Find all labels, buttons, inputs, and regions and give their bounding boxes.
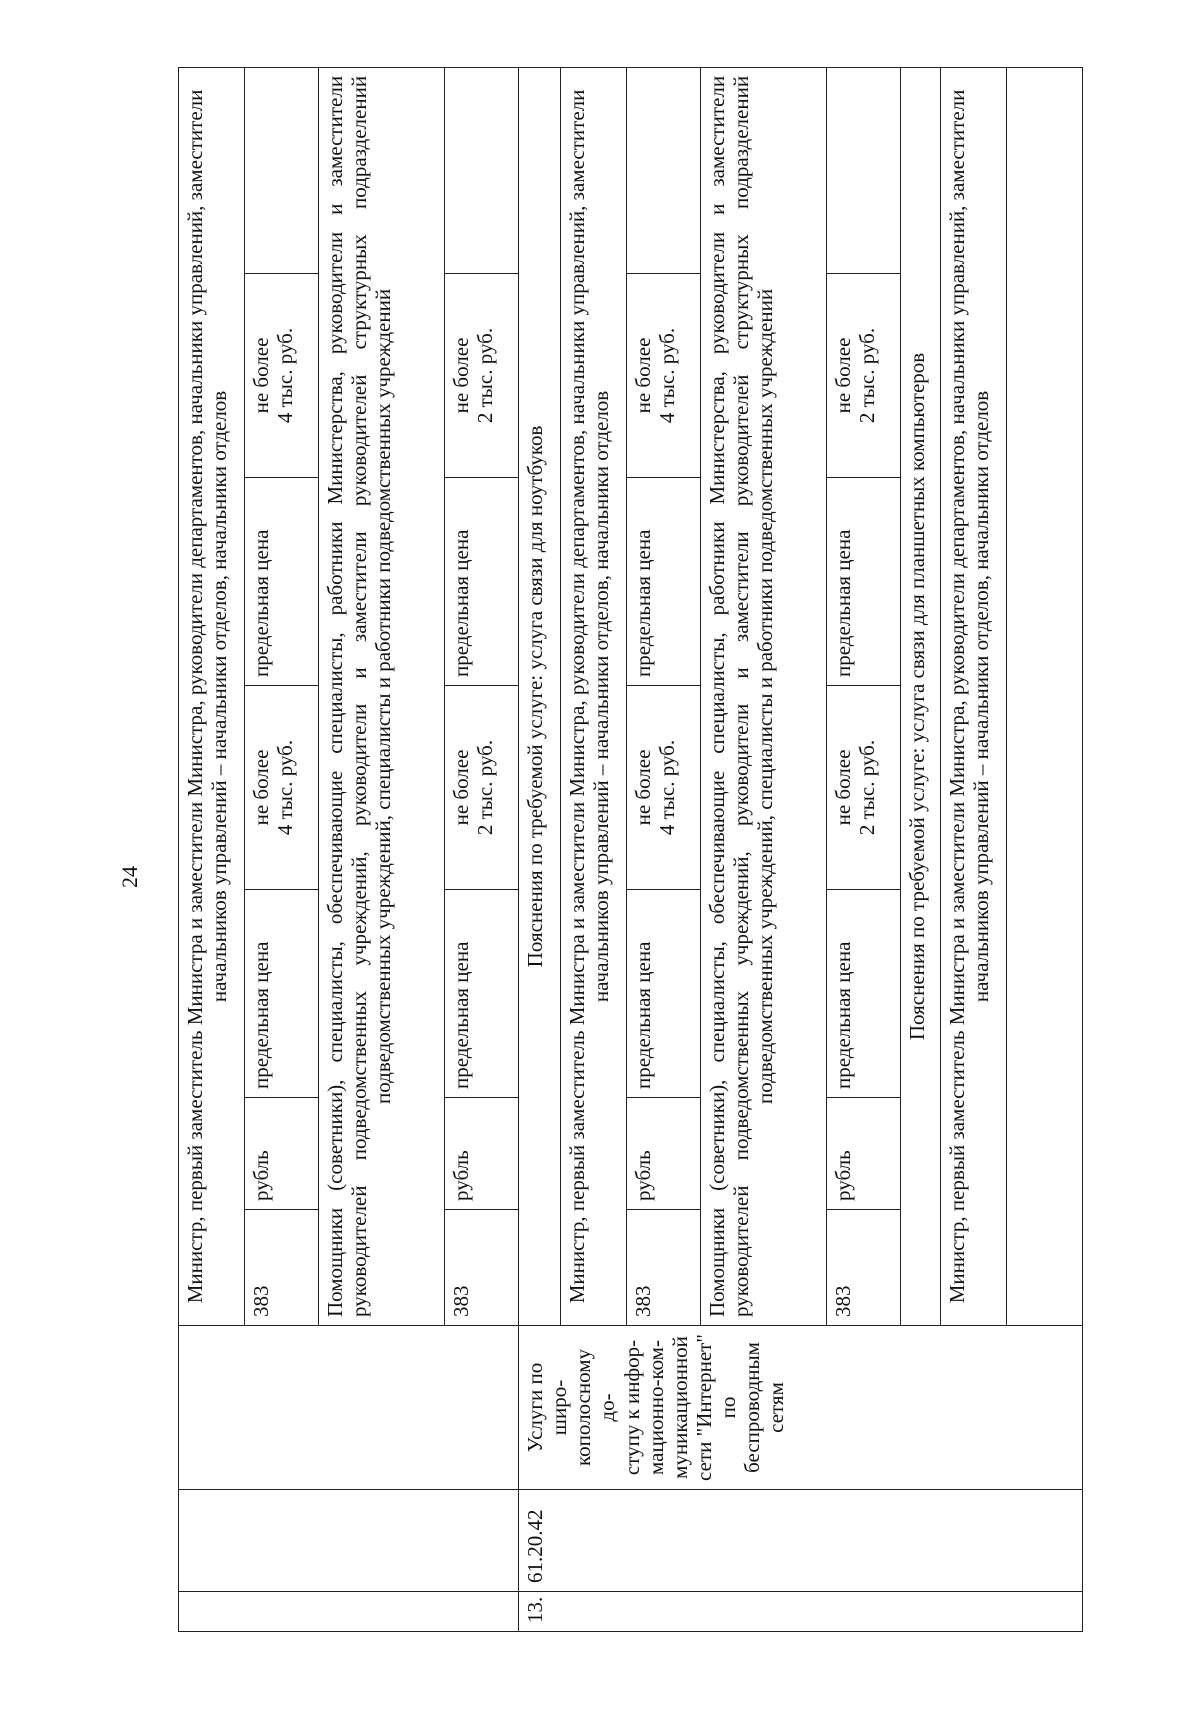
cell-value: не более 4 тыс. руб. — [245, 274, 319, 478]
cell-empty — [179, 1490, 519, 1592]
cell-code: 383 — [245, 1210, 319, 1326]
cell-code: 383 — [827, 1210, 901, 1326]
group-heading: Министр, первый заместитель Министра и заместители Министра, руководители департаментов, начальники управлений, заместители начальников управлений – начальники отделов, начальники отделов — [179, 67, 245, 1325]
table-row — [519, 67, 561, 1631]
cell-value: не более 2 тыс. руб. — [445, 686, 519, 890]
row-number: 13. — [519, 1592, 1083, 1632]
group-heading: Министр, первый заместитель Министра и заместители Министра, руководители департаментов, начальники управлений, заместители начальников управлений – начальники отделов, начальники отделов — [561, 67, 627, 1325]
cell-extra — [627, 67, 701, 273]
cell-characteristic: предельная цена — [445, 890, 519, 1098]
cell-unit: рубль — [827, 1098, 901, 1210]
okpd-code: 61.20.42 — [519, 1490, 1083, 1592]
cell-value: не более 4 тыс. руб. — [627, 686, 701, 890]
cell-value: не более 2 тыс. руб. — [827, 274, 901, 478]
cell-characteristic: предельная цена — [245, 478, 319, 686]
cell-extra — [827, 67, 901, 273]
cell-unit: рубль — [627, 1098, 701, 1210]
cell-empty — [179, 1592, 519, 1632]
cell-empty — [1007, 67, 1083, 1325]
group-heading: Помощники (советники), специалисты, обеспечивающие специалисты, работники Министерства, руководители и заместители руководителей подведомственных учреждений, руководители и заместители руководителей структурных подразделений подведомственных учреждений, специалисты и работники подведомственных учреждений — [319, 67, 445, 1325]
cell-code: 383 — [627, 1210, 701, 1326]
page-number: 24 — [117, 866, 142, 888]
cell-empty — [179, 1326, 519, 1490]
table-row — [179, 67, 245, 1631]
cell-unit: рубль — [245, 1098, 319, 1210]
cell-value: не более 2 тыс. руб. — [827, 686, 901, 890]
cell-characteristic: предельная цена — [827, 890, 901, 1098]
cell-characteristic: предельная цена — [627, 890, 701, 1098]
cell-value: не более 4 тыс. руб. — [245, 686, 319, 890]
cell-extra — [445, 67, 519, 273]
cell-value: не более 4 тыс. руб. — [627, 274, 701, 478]
cell-unit: рубль — [445, 1098, 519, 1210]
requirements-table — [178, 67, 1083, 1632]
service-note: Пояснения по требуемой услуге: услуга связи для ноутбуков — [519, 67, 561, 1325]
cell-code: 383 — [445, 1210, 519, 1326]
rotated-table-container — [178, 68, 1082, 1632]
cell-characteristic: предельная цена — [827, 478, 901, 686]
cell-value: не более 2 тыс. руб. — [445, 274, 519, 478]
cell-characteristic: предельная цена — [627, 478, 701, 686]
cell-characteristic: предельная цена — [245, 890, 319, 1098]
cell-characteristic: предельная цена — [445, 478, 519, 686]
service-note: Пояснения по требуемой услуге: услуга связи для планшетных компьютеров — [901, 67, 941, 1325]
cell-extra — [245, 67, 319, 273]
service-name: Услуги по широ- кополосному до- ступу к инфор- мационно-ком- муникационной сети "Интернет" по беспроводным сетям — [519, 1326, 1083, 1490]
group-heading: Помощники (советники), специалисты, обеспечивающие специалисты, работники Министерства, руководители и заместители руководителей подведомственных учреждений, руководители и заместители руководителей структурных подразделений подведомственных учреждений, специалисты и работники подведомственных учреждений — [701, 67, 827, 1325]
group-heading: Министр, первый заместитель Министра и заместители Министра, руководители департаментов, начальники управлений, заместители начальников управлений – начальники отделов, начальники отделов — [941, 67, 1007, 1325]
